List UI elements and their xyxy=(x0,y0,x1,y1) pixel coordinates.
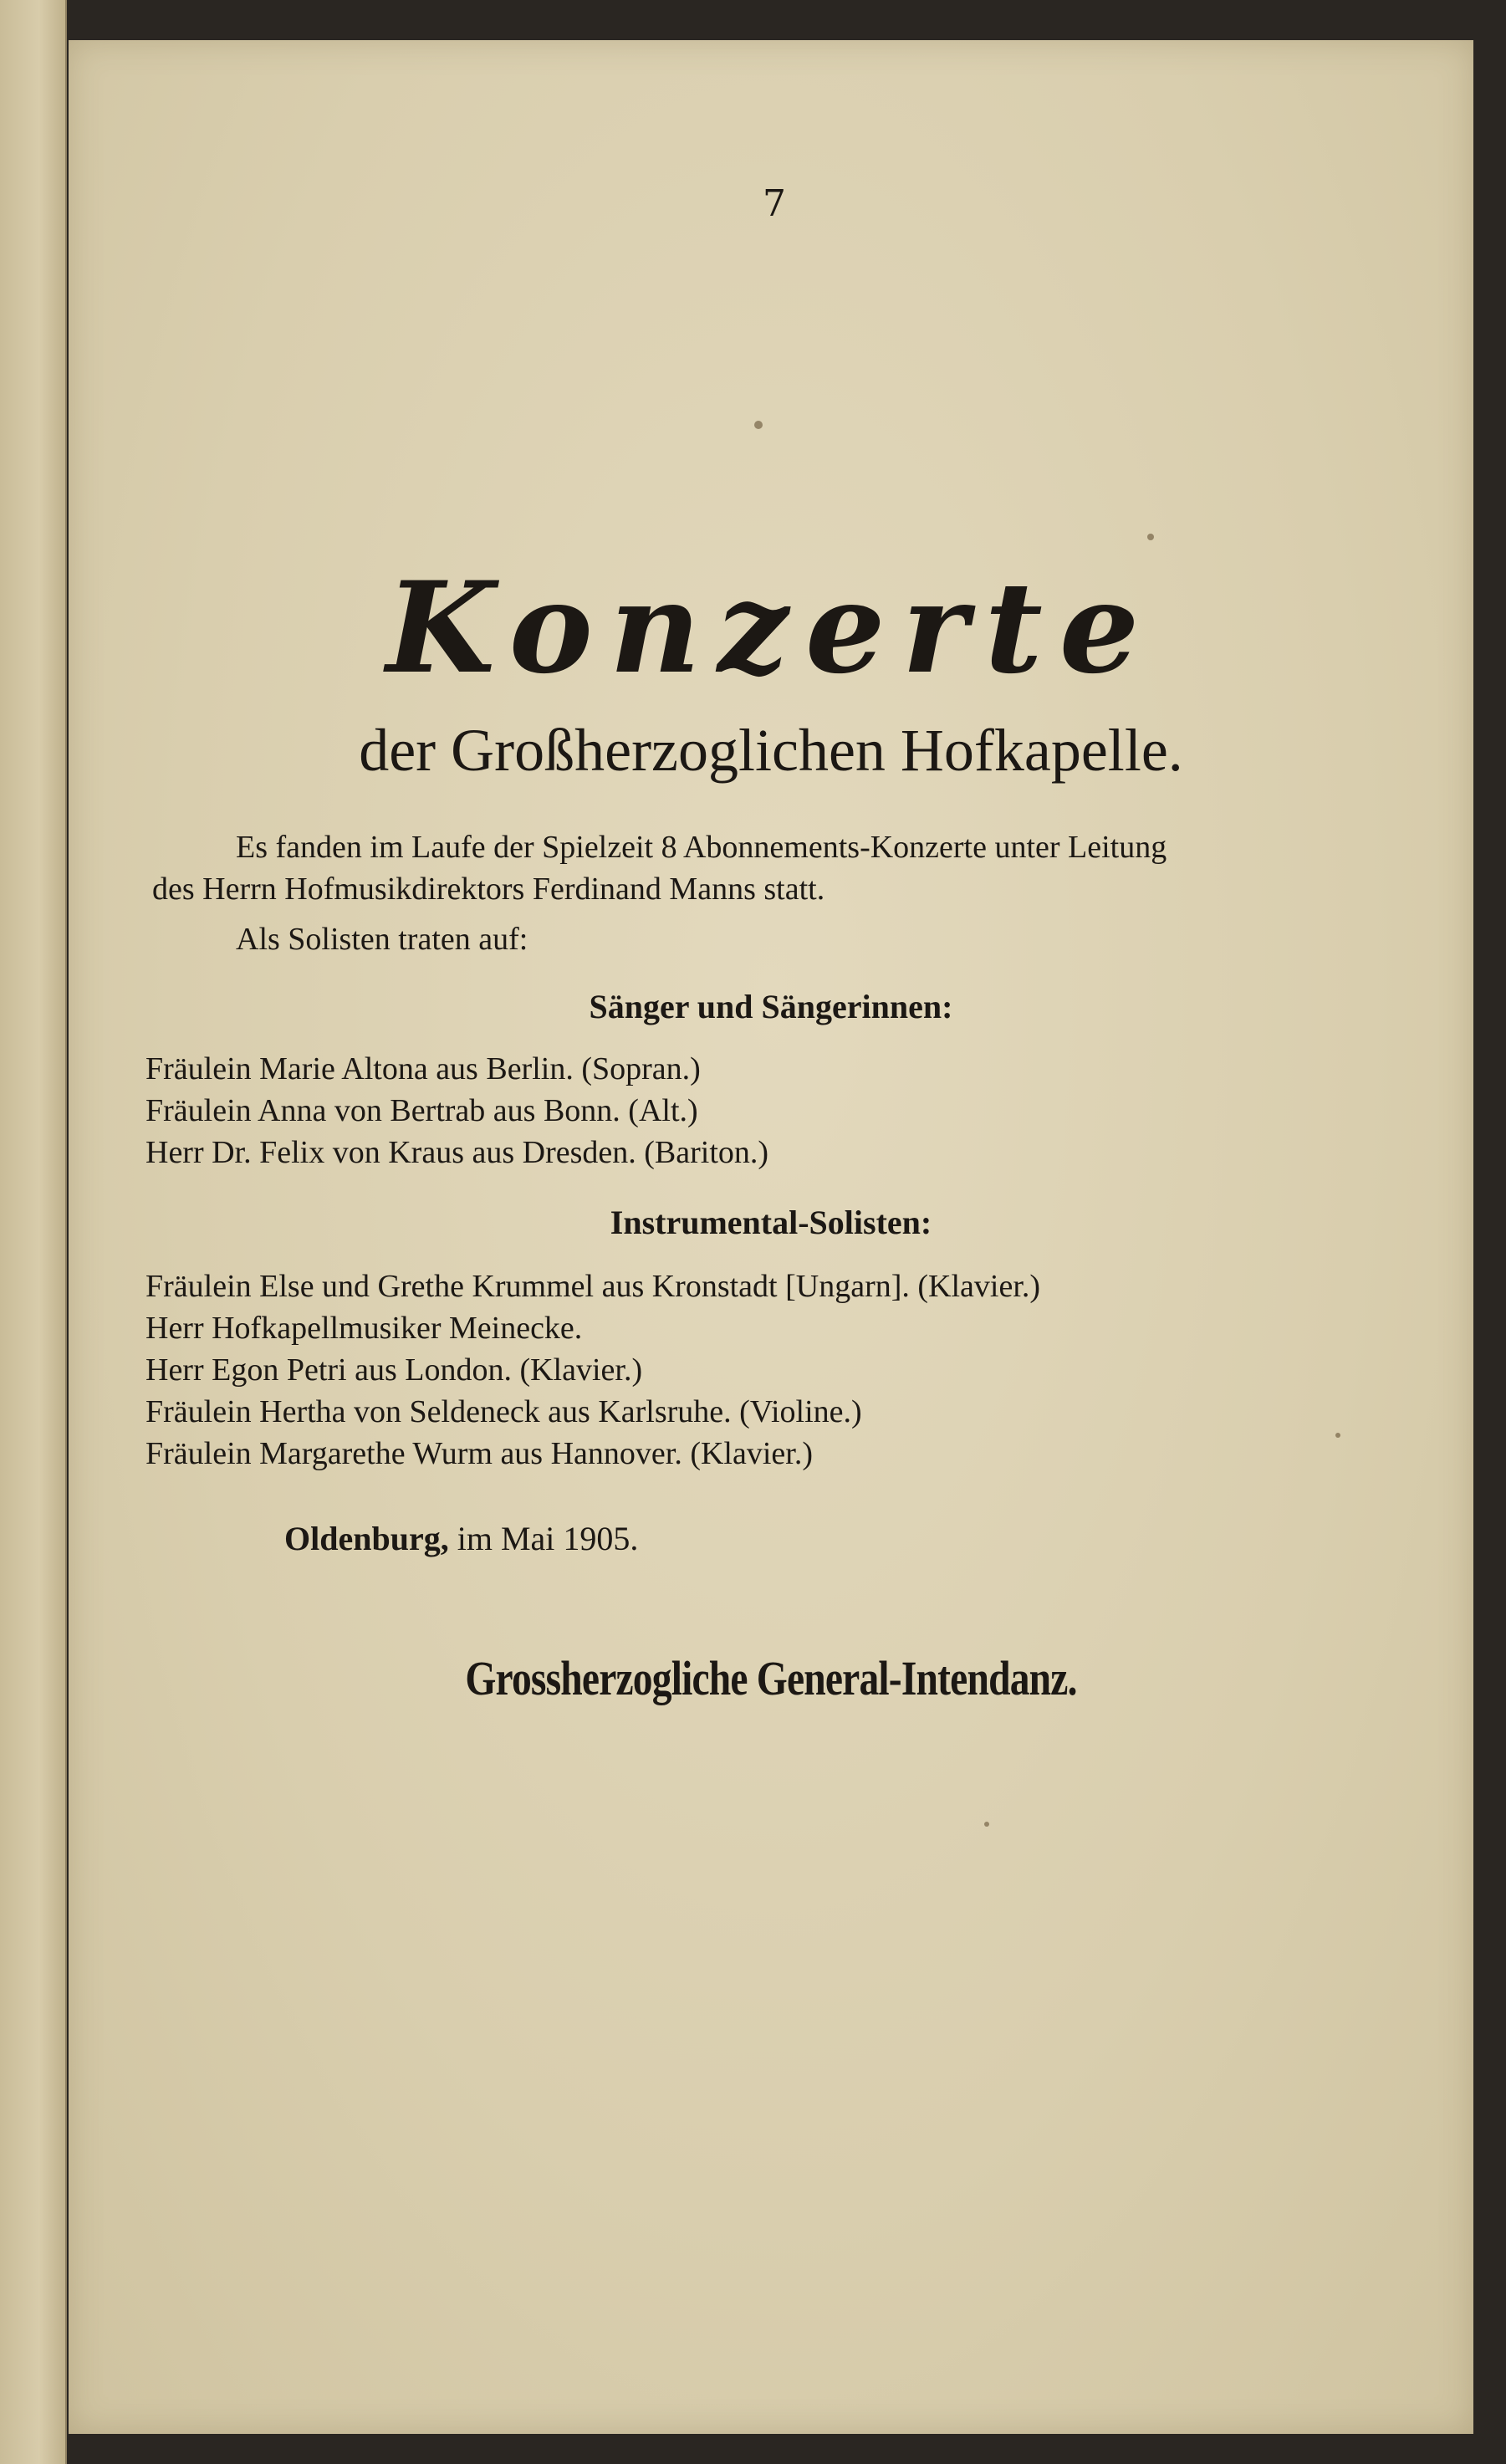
signature: Grossherzogliche General-Intendanz. xyxy=(465,1651,1077,1705)
document-page xyxy=(69,40,1473,2434)
intro-line-1: Es fanden im Laufe der Spielzeit 8 Abonnements-Konzerte unter Leitung xyxy=(236,830,1167,865)
title: Konzerte xyxy=(385,555,1156,702)
dateline-date: im Mai 1905. xyxy=(457,1520,639,1557)
dateline xyxy=(284,1519,638,1558)
singer-entry: Herr Dr. Felix von Kraus aus Dresden. (Bariton.) xyxy=(145,1135,769,1170)
left-page-edge xyxy=(0,0,67,2464)
instrumentalist-entry: Fräulein Hertha von Seldeneck aus Karlsruhe. (Violine.) xyxy=(145,1394,862,1429)
paper-spot xyxy=(754,421,763,429)
paper-spot xyxy=(1147,534,1154,540)
intro-line-3: Als Solisten traten auf: xyxy=(236,922,528,957)
instrumentalist-entry: Fräulein Margarethe Wurm aus Hannover. (Klavier.) xyxy=(145,1436,813,1471)
singer-entry: Fräulein Anna von Bertrab aus Bonn. (Alt.) xyxy=(145,1093,698,1128)
paper-spot xyxy=(984,1822,989,1827)
page-number: 7 xyxy=(763,182,786,225)
instrumentalist-entry: Herr Egon Petri aus London. (Klavier.) xyxy=(145,1352,643,1388)
instrumentalist-entry: Fräulein Else und Grethe Krummel aus Kronstadt [Ungarn]. (Klavier.) xyxy=(145,1269,1041,1304)
instrumentalists-heading: Instrumental-Solisten: xyxy=(610,1204,932,1241)
subtitle: der Großherzoglichen Hofkapelle. xyxy=(359,717,1183,784)
instrumentalist-entry: Herr Hofkapellmusiker Meinecke. xyxy=(145,1311,583,1346)
singer-entry: Fräulein Marie Altona aus Berlin. (Sopran.) xyxy=(145,1051,701,1086)
singers-heading: Sänger und Sängerinnen: xyxy=(589,988,953,1025)
intro-line-2: des Herrn Hofmusikdirektors Ferdinand Manns statt. xyxy=(152,872,825,907)
dateline-place: Oldenburg, xyxy=(284,1520,449,1557)
paper-spot xyxy=(1335,1433,1340,1438)
